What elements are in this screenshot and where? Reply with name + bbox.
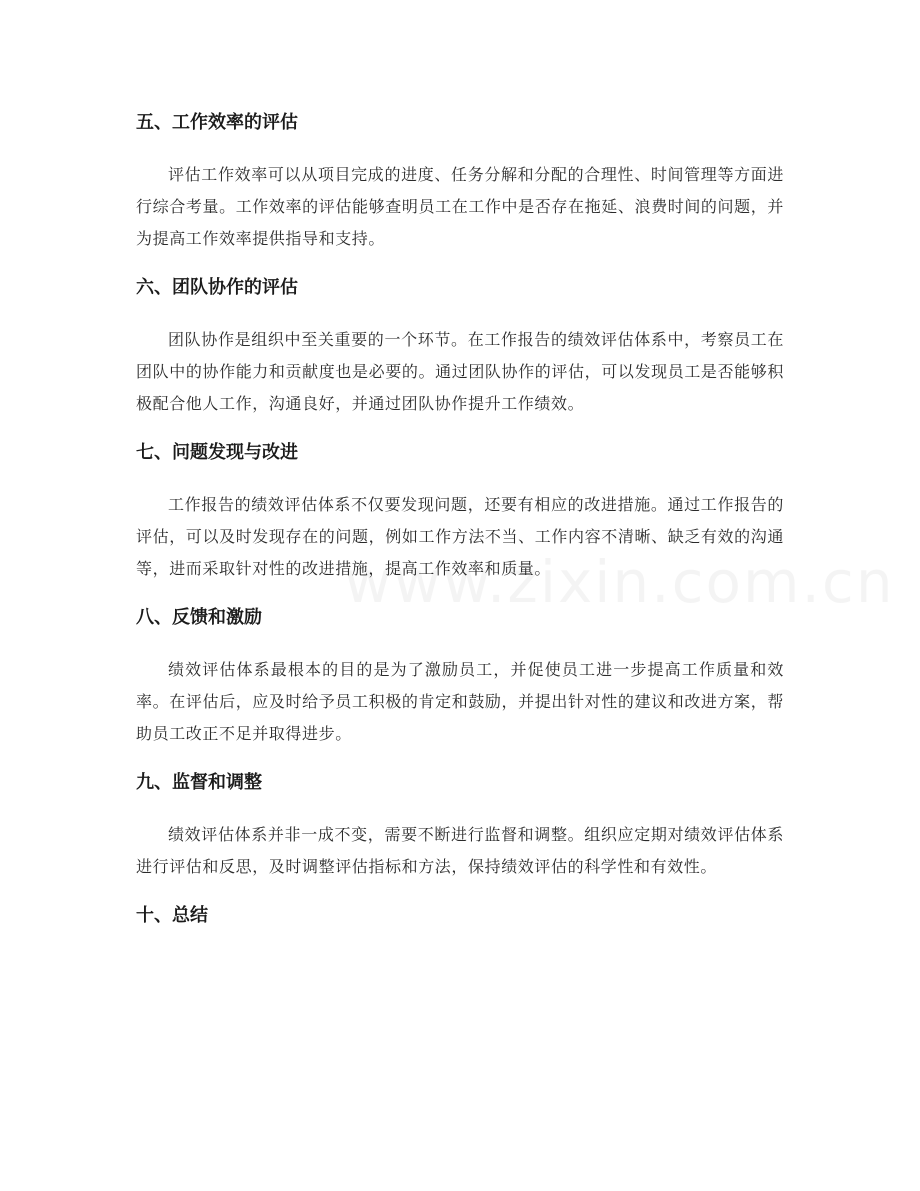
section-heading: 八、反馈和激励 bbox=[136, 607, 262, 628]
section-problem-improvement bbox=[136, 442, 784, 585]
section-paragraph: 评估工作效率可以从项目完成的进度、任务分解和分配的合理性、时间管理等方面进行综合考量。工作效率的评估能够查明员工在工作中是否存在拖延、浪费时间的问题，并为提高工作效率提供指导和支持。 bbox=[136, 165, 784, 248]
section-feedback-incentive bbox=[136, 607, 784, 750]
section-heading: 六、团队协作的评估 bbox=[136, 277, 298, 298]
section-heading: 九、监督和调整 bbox=[136, 772, 262, 793]
section-efficiency bbox=[136, 112, 784, 255]
section-paragraph: 绩效评估体系最根本的目的是为了激励员工，并促使员工进一步提高工作质量和效率。在评估后，应及时给予员工积极的肯定和鼓励，并提出针对性的建议和改进方案，帮助员工改正不足并取得进步。 bbox=[136, 660, 784, 743]
section-paragraph: 团队协作是组织中至关重要的一个环节。在工作报告的绩效评估体系中，考察员工在团队中的协作能力和贡献度也是必要的。通过团队协作的评估，可以发现员工是否能够积极配合他人工作，沟通良好，并通过团队协作提升工作绩效。 bbox=[136, 330, 784, 413]
section-paragraph: 工作报告的绩效评估体系不仅要发现问题，还要有相应的改进措施。通过工作报告的评估，可以及时发现存在的问题，例如工作方法不当、工作内容不清晰、缺乏有效的沟通等，进而采取针对性的改进措施，提高工作效率和质量。 bbox=[136, 495, 784, 578]
section-heading: 五、工作效率的评估 bbox=[136, 112, 298, 133]
section-heading: 七、问题发现与改进 bbox=[136, 442, 298, 463]
section-teamwork bbox=[136, 277, 784, 420]
section-supervision-adjustment bbox=[136, 772, 784, 883]
section-paragraph: 绩效评估体系并非一成不变，需要不断进行监督和调整。组织应定期对绩效评估体系进行评估和反思，及时调整评估指标和方法，保持绩效评估的科学性和有效性。 bbox=[136, 825, 784, 876]
section-heading: 十、总结 bbox=[136, 905, 208, 926]
section-summary bbox=[136, 905, 784, 927]
